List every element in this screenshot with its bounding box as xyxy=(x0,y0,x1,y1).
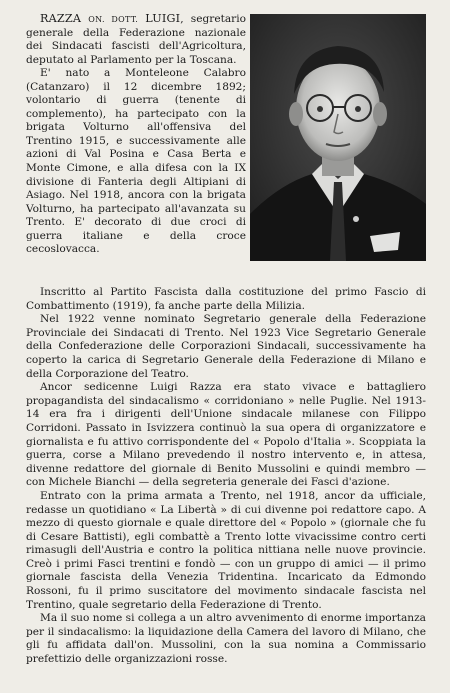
bio-paragraph: Nel 1922 venne nominato Segretario generale della Federazione Provinciale dei Sindacati di Trento. Nel 1923 Vice Segretario Generale della Confederazione delle Corporazioni Sindacali, successivamente ha coperto la carica di Segretario Generale della Federazione di Milano e della Corporazione del Teatro. xyxy=(26,313,426,380)
portrait-photo xyxy=(250,14,426,261)
bio-paragraph: Ancor sedicenne Luigi Razza era stato vivace e battagliero propagandista del sindacalismo « corridoniano » nelle Puglie. Nel 1913-14 era fra i dirigenti dell'Unione sindacale milanese con Filippo Corridoni. Passato in Isvizzera continuò la sua opera di organizzatore e giornalista e fu attivo corrispondente del « Popolo d'Italia ». Scoppiata la guerra, corse a Milano prevedendo il nostro intervento e, in attesa, divenne redattore del giornale di Benito Mussolini e quindi membro — con Michele Bianchi — della segreteria generale dei Fasci d'azione. xyxy=(26,381,426,489)
bio-paragraph: E' nato a Monteleone Calabro (Catanzaro) il 12 dicembre 1892; volontario di guerra (tenente di complemento), ha partecipato con la brigata Volturno all'offensiva del Trentino 1915, e successivamente alle azioni di Val Posina e Casa Berta e Monte Cimone, e alla difesa con la IX divisione di Fanteria degli Altipiani di Asiago. Nel 1918, ancora con la brigata Volturno, ha partecipato all'avanzata su Trento. E' decorato di due croci di guerra italiane e della croce cecoslovacca. xyxy=(26,67,246,256)
bio-full-text xyxy=(26,286,426,667)
person-intro: , segretario generale della Federazione nazionale dei Sindacati fascisti dell'Agricoltura, deputato al Parlamento per la Toscana. xyxy=(26,13,247,66)
person-surname: RAZZA xyxy=(40,12,82,25)
person-title: ON. DOTT. xyxy=(88,15,139,24)
bio-column-text xyxy=(26,12,246,257)
bio-paragraph: Inscritto al Partito Fascista dalla costituzione del primo Fascio di Combattimento (1919), fa anche parte della Milizia. xyxy=(26,286,426,312)
bio-paragraph: Ma il suo nome si collega a un altro avvenimento di enorme importanza per il sindacalismo: la liquidazione della Camera del lavoro di Milano, che gli fu affidata dall'on. Mussolini, con la sua nomina a Commissario prefettizio delle organizzazioni rosse. xyxy=(26,612,426,666)
person-given-name: LUIGI xyxy=(145,12,181,25)
bio-paragraph: Entrato con la prima armata a Trento, nel 1918, ancor da ufficiale, redasse un quotidiano « La Libertà » di cui divenne poi redattore capo. A mezzo di questo giornale e quale direttore del « Popolo » (giornale che fu di Cesare Battisti), egli combattè a Trento lotte vivacissime contro certi rimasugli dell'Austria e contro la politica nittiana nelle nuove provincie. Creò i primi Fasci trentini e fondò — con un gruppo di amici — il primo giornale fascista della Venezia Tridentina. Incaricato da Edmondo Rossoni, fu il primo suscitatore del movimento sindacale fascista nel Trentino, quale segretario della Federazione di Trento. xyxy=(26,489,426,611)
bio-heading xyxy=(26,12,246,67)
